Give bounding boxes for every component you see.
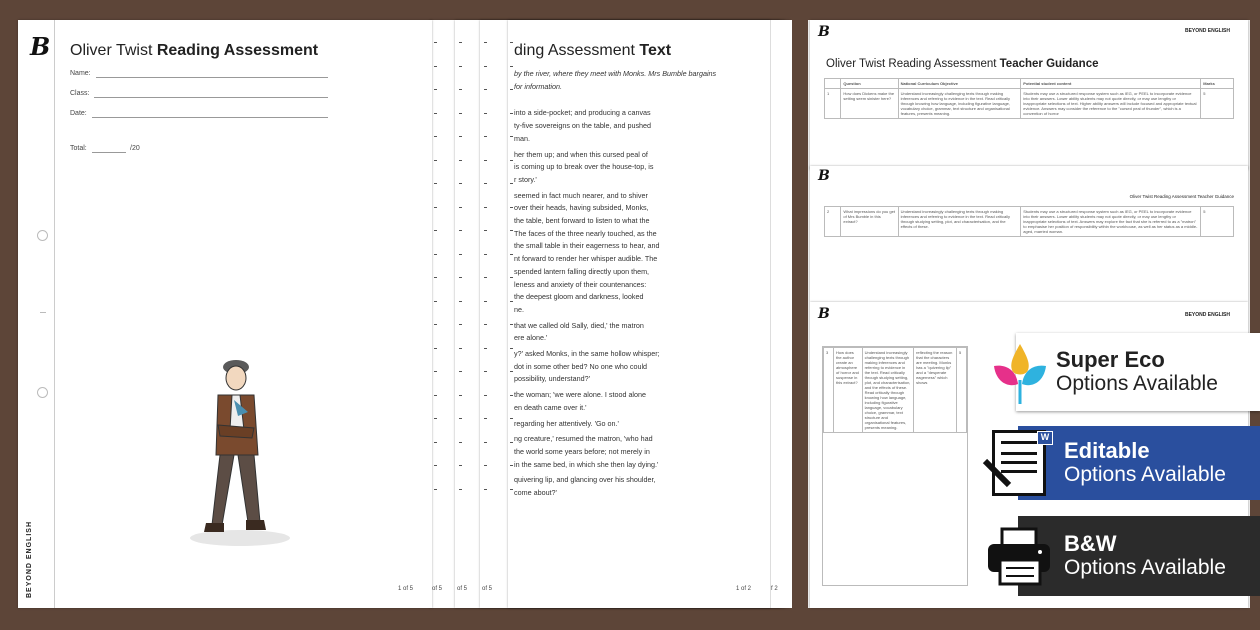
editable-document-icon	[992, 430, 1050, 496]
margin-dash	[459, 230, 462, 231]
page-number: f 2	[771, 586, 778, 592]
super-eco-badge	[1016, 333, 1260, 411]
text-paragraph	[514, 149, 716, 187]
margin-dash	[510, 136, 513, 137]
margin-dash	[484, 277, 487, 278]
text-line: dot in some other bed? No one who could	[514, 361, 648, 371]
text-line: over their heads, having subsided, Monks,	[514, 203, 649, 213]
text-line: into a side-pocket; and producing a canvas	[514, 108, 651, 118]
margin-dash	[484, 136, 487, 137]
table-cell: Understand increasingly challenging texts through making inferences and referring to evidence in the text. Read critically through knowing how language, including figurative language, vocabulary choice, grammar, text structure and organisational features, presents meaning.	[898, 89, 1021, 119]
margin-dash	[459, 136, 462, 137]
margin-dash	[510, 230, 513, 231]
badge-subtitle: Options Available	[1064, 463, 1226, 486]
text-line: r story.'	[514, 174, 537, 184]
margin-dash	[434, 230, 437, 231]
margin-dash	[484, 395, 487, 396]
margin-dash	[459, 324, 462, 325]
margin-dash	[434, 418, 437, 419]
margin-dash	[434, 465, 437, 466]
stack-page-number: of 5	[432, 586, 443, 592]
text-paragraph	[514, 433, 716, 471]
title-bold: Reading Assessment	[156, 42, 319, 59]
text-paragraph	[514, 389, 716, 414]
page-number: 1 of 5	[398, 586, 414, 592]
margin-dash	[459, 371, 462, 372]
editable-badge	[1018, 426, 1260, 500]
text-paragraph	[514, 418, 716, 431]
margin-dash	[459, 66, 462, 67]
margin-dash	[510, 324, 513, 325]
margin-dash	[484, 42, 487, 43]
guidance-table	[822, 346, 968, 586]
table-cell: How does the author create an atmosphere of horror and suspense in this extract?	[834, 348, 863, 433]
margin-dash	[510, 418, 513, 419]
margin-dash	[434, 89, 437, 90]
total-suffix: /20	[130, 145, 140, 152]
text-paragraph	[514, 348, 716, 386]
guidance-table	[824, 206, 1234, 298]
margin-dash	[510, 301, 513, 302]
margin-dash	[484, 465, 487, 466]
table-cell: 3	[824, 348, 834, 433]
text-line: spended lantern falling directly upon them,	[514, 266, 650, 276]
text-line: quivering lip, and glancing over his shoulder,	[514, 475, 656, 485]
table-row	[825, 207, 1234, 237]
page-number: 1 of 2	[736, 586, 752, 592]
margin-dash	[484, 371, 487, 372]
text-paragraph	[514, 320, 716, 345]
brand-logo: B	[818, 24, 830, 40]
margin-dash	[459, 89, 462, 90]
table-cell: 5	[1201, 207, 1234, 237]
text-line: ne.	[514, 304, 524, 314]
margin-dash	[434, 324, 437, 325]
title-light: Oliver Twist Reading Assessment	[826, 58, 1000, 70]
margin-dash	[510, 207, 513, 208]
brand-word: BEYOND ENGLISH	[1184, 28, 1230, 34]
margin-dash	[459, 113, 462, 114]
margin-dash	[434, 42, 437, 43]
margin-dash	[459, 301, 462, 302]
next-page-edge	[770, 20, 792, 608]
margin-dash	[434, 66, 437, 67]
margin-dash	[510, 113, 513, 114]
table-row	[825, 89, 1234, 119]
oliver-twist-illustration	[178, 350, 298, 550]
text-line: ere alone.'	[514, 333, 548, 343]
margin-dash	[484, 254, 487, 255]
binder-hole	[37, 230, 48, 241]
badge-subtitle: Options Available	[1056, 372, 1218, 395]
assessment-cover-page	[18, 20, 432, 608]
date-field[interactable]	[92, 117, 328, 118]
text-line: The faces of the three nearly touched, as the	[514, 228, 657, 238]
margin-dash	[510, 66, 513, 67]
margin-dash	[484, 183, 487, 184]
word-icon: W	[1037, 431, 1053, 445]
badge-title: Editable	[1064, 438, 1150, 463]
margin-dash	[459, 465, 462, 466]
text-line: en death came over it.'	[514, 402, 587, 412]
column-header	[825, 79, 841, 89]
text-line: possibility, understand?'	[514, 374, 590, 384]
guidance-table	[824, 78, 1234, 158]
stack-page-number: of 5	[457, 586, 468, 592]
printer-icon	[984, 526, 1056, 588]
margin-dash	[484, 207, 487, 208]
class-label: Class:	[70, 90, 90, 97]
table-cell: 2	[825, 207, 841, 237]
table-cell: Understand increasingly challenging texts through making inferences and referring to evidence in the text. Read critically through studying setting, plot, and characterisation, and the effects of these.	[898, 207, 1021, 237]
margin-dash	[459, 277, 462, 278]
margin-dash	[459, 418, 462, 419]
title-bold: Text	[639, 42, 672, 59]
margin-dash	[459, 395, 462, 396]
page-header: Oliver Twist Reading Assessment Teacher Guidance	[1129, 194, 1234, 199]
text-line: regarding her attentively. 'Go on.'	[514, 418, 619, 428]
text-line: seemed in fact much nearer, and to shiver	[514, 190, 648, 200]
margin-dash	[510, 277, 513, 278]
name-field[interactable]	[96, 77, 328, 78]
margin-dash	[510, 465, 513, 466]
title-light: Oliver Twist	[70, 42, 157, 59]
text-line: the woman; 'we were alone. I stood alone	[514, 390, 647, 400]
table-cell: Understand increasingly challenging texts through making inferences and referring to evidence in the text. Read critically through studying setting, plot, and characterisation, and the effects of these. Read critically through knowing how language, including figurative language, vocabulary choice, grammar, text structure and organisational features, presents meaning.	[862, 348, 913, 433]
badge-title: Super Eco	[1056, 347, 1165, 372]
margin-line	[54, 20, 55, 608]
assessment-preview	[18, 20, 792, 608]
table-cell: 1	[825, 89, 841, 119]
margin-dash	[434, 160, 437, 161]
text-line: come about?'	[514, 488, 557, 498]
margin-dash	[484, 113, 487, 114]
text-line: is coming up to break over the house-top, is	[514, 162, 654, 172]
text-line: ng creature,' resumed the matron, 'who had	[514, 434, 653, 444]
guidance-page-2	[810, 166, 1248, 302]
side-brand: BEYOND ENGLISH	[26, 520, 33, 598]
table-row	[824, 348, 967, 433]
margin-dash	[510, 89, 513, 90]
badge-subtitle: Options Available	[1064, 556, 1226, 579]
margin-dash	[459, 348, 462, 349]
margin-dash	[434, 254, 437, 255]
total-field[interactable]	[92, 152, 126, 153]
text-line: in the same bed, in which she then lay dying.'	[514, 459, 659, 469]
reading-text-body	[514, 68, 716, 503]
assessment-title	[70, 42, 318, 60]
text-line: leness and anxiety of their countenances:	[514, 279, 647, 289]
margin-dash	[510, 183, 513, 184]
brand-logo: B	[818, 168, 830, 184]
margin-dash	[510, 489, 513, 490]
reading-text-page	[508, 20, 770, 608]
intro	[514, 68, 716, 93]
margin-dash	[484, 66, 487, 67]
margin-dash	[484, 442, 487, 443]
margin-dash	[434, 183, 437, 184]
margin-dash	[434, 207, 437, 208]
table-cell: 5	[956, 348, 966, 433]
margin-dash	[484, 489, 487, 490]
margin-dash	[459, 183, 462, 184]
margin-dash	[459, 442, 462, 443]
table-cell: 5	[1201, 89, 1234, 119]
stack-page-number: of 5	[482, 586, 493, 592]
column-header: Marks	[1201, 79, 1234, 89]
brand-logo: B	[818, 306, 830, 322]
margin-dash	[484, 418, 487, 419]
eco-ink-drops-icon	[990, 340, 1050, 406]
margin-dash	[434, 277, 437, 278]
fold-mark	[40, 312, 46, 313]
title-bold: Teacher Guidance	[999, 58, 1099, 70]
margin-dash	[484, 89, 487, 90]
text-line: the table, bent forward to listen to what the	[514, 216, 650, 226]
margin-dash	[459, 254, 462, 255]
margin-dash	[510, 442, 513, 443]
margin-dash	[459, 207, 462, 208]
margin-dash	[510, 348, 513, 349]
intro-line: by the river, where they meet with Monks. Mrs Bumble bargains	[514, 69, 717, 78]
intro-line: for information.	[514, 81, 562, 91]
text-line: the small table in their eagerness to hear, and	[514, 241, 660, 251]
date-label: Date:	[70, 110, 87, 117]
class-field[interactable]	[94, 97, 328, 98]
name-label: Name:	[70, 70, 91, 77]
text-line: ty-five sovereigns on the table, and pushed	[514, 121, 652, 131]
margin-dash	[510, 160, 513, 161]
table-cell: Students may use a structured response system such as IEG, or PEEL to incorporate evidence into their answers. Lower ability students may not quote directly, or may use lengthy or inappropriate selections of text. Higher ability answers will include focused and appropriate textual evidence. Answers may consider the reference to the "cursed peal of thunder", which is a convention of horror	[1021, 89, 1201, 119]
badge-title: B&W	[1064, 531, 1117, 556]
table-cell: reflecting the reason that the characters are meeting. Monks has a "quivering lip" and a "desperate eagerness" which shows	[914, 348, 957, 433]
margin-dash	[484, 301, 487, 302]
brand-word: BEYOND ENGLISH	[1184, 312, 1230, 318]
margin-dash	[434, 301, 437, 302]
margin-dash	[434, 136, 437, 137]
text-line: the world some years before; not merely in	[514, 446, 650, 456]
column-header: National Curriculum Objective	[898, 79, 1021, 89]
table-cell: What impressions do you get of Mrs Bumble in this extract?	[841, 207, 898, 237]
guidance-page-1	[810, 20, 1248, 170]
text-line: man.	[514, 133, 530, 143]
margin-dash	[510, 254, 513, 255]
text-line: y?' asked Monks, in the same hollow whisper;	[514, 349, 660, 359]
text-paragraph	[514, 190, 716, 317]
margin-dash	[434, 348, 437, 349]
margin-dash	[510, 371, 513, 372]
margin-dash	[510, 42, 513, 43]
text-line: her them up; and when this cursed peal of	[514, 149, 648, 159]
margin-dash	[459, 160, 462, 161]
table-cell: How does Dickens make the setting seem sinister here?	[841, 89, 898, 119]
margin-dash	[510, 395, 513, 396]
margin-dash	[484, 324, 487, 325]
margin-dash	[434, 489, 437, 490]
text-line: that we called old Sally, died,' the matron	[514, 320, 644, 330]
table-cell: Students may use a structured response system such as IEG, or PEEL to incorporate evidence into their answers. Lower ability students may not quote directly, or may use lengthy or inappropriate selections of text. Answers may explore the fact that she is referred to as a "matron" to emphasise her position of responsibility within the workhouse, as well as her status as a middle-aged, married woman.	[1021, 207, 1201, 237]
margin-dash	[459, 489, 462, 490]
guidance-title	[826, 58, 1099, 70]
binder-hole	[37, 387, 48, 398]
text-page-title	[514, 42, 671, 60]
text-paragraph	[514, 107, 716, 145]
margin-dash	[484, 348, 487, 349]
brand-logo: B	[30, 32, 51, 61]
text-line: the deepest gloom and darkness, looked	[514, 292, 644, 302]
margin-dash	[484, 160, 487, 161]
text-line: nt forward to render her whisper audible. The	[514, 254, 658, 264]
margin-dash	[484, 230, 487, 231]
column-header: Question	[841, 79, 898, 89]
column-header: Potential student content	[1021, 79, 1201, 89]
margin-dash	[434, 113, 437, 114]
title-light: ding Assessment	[514, 42, 640, 59]
text-paragraph	[514, 474, 716, 499]
margin-dash	[434, 442, 437, 443]
margin-dash	[434, 371, 437, 372]
total-label: Total:	[70, 145, 87, 152]
margin-dash	[459, 42, 462, 43]
margin-dash	[434, 395, 437, 396]
